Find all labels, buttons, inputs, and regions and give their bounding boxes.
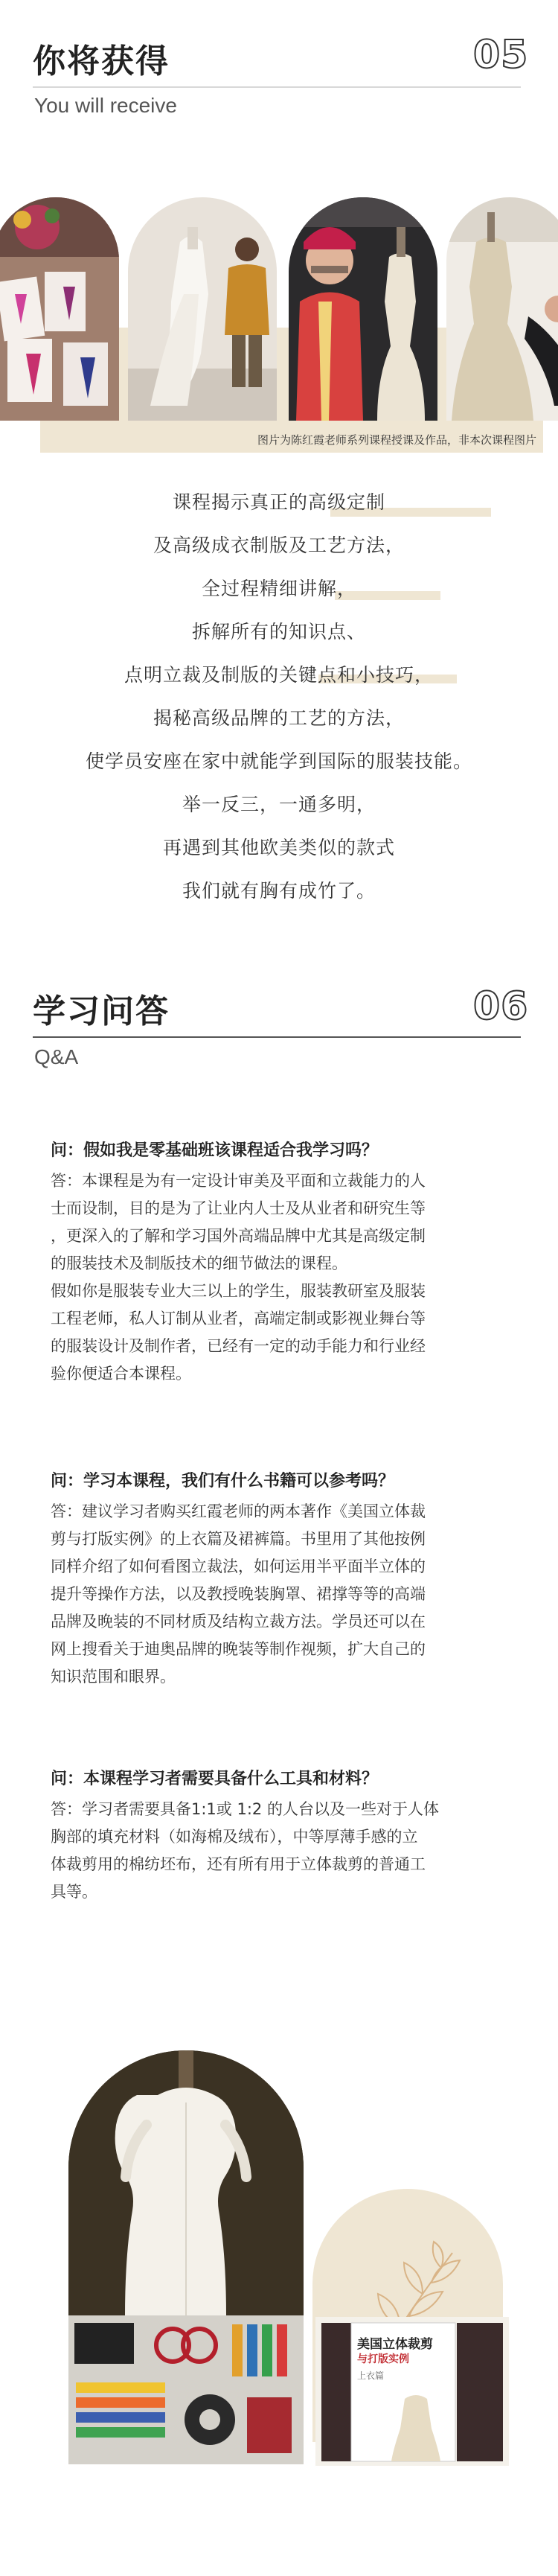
qa-question: 问：学习本课程，我们有什么书籍可以参考吗？: [51, 1472, 395, 1491]
receive-line: 举一反三，一通多明，: [182, 794, 376, 815]
qa-answer-line: ，更深入的了解和学习国外高端品牌中尤其是高级定制: [51, 1227, 426, 1245]
qa-answer-line: 网上搜看关于迪奥品牌的晚装等制作视频，扩大自己的: [51, 1640, 426, 1658]
qa-answer-line: 具等。: [51, 1883, 97, 1901]
receive-line: 及高级成衣制版及工艺方法，: [153, 535, 405, 556]
dress-form-photo: [68, 2050, 304, 2315]
qa-answer: [51, 1796, 506, 1906]
qa-answer-line: 答：建议学习者购买红霞老师的两本著作《美国立体裁: [51, 1502, 426, 1520]
receive-line: 点明立裁及制版的关键点和小技巧，: [124, 664, 434, 686]
qa-answer: [51, 1498, 506, 1691]
book-title-2: 与打版实例: [357, 2353, 409, 2365]
photo-fashion-sketches: [0, 197, 119, 421]
qa-answer-line: 工程老师，私人订制从业者，高端定制或影视业舞台等: [51, 1310, 426, 1327]
receive-line: 拆解所有的知识点、: [191, 621, 366, 643]
qa-answer-line: 的服装技术及制版技术的细节做法的课程。: [51, 1254, 347, 1272]
section-number: 05: [473, 33, 529, 77]
qa-question: 问：假如我是零基础班该课程适合我学习吗？: [51, 1141, 379, 1160]
divider: [33, 86, 521, 88]
qa-answer-line: 剪与打版实例》的上衣篇及裙裤篇。书里用了其他按例: [51, 1530, 426, 1548]
divider: [33, 1036, 521, 1038]
qa-answer-line: 体裁剪用的棉纺坯布，还有所有用于立体裁剪的普通工: [51, 1855, 426, 1873]
qa-question: 问：本课程学习者需要具备什么工具和材料？: [51, 1770, 379, 1788]
qa-item: [51, 1766, 506, 1906]
book-subtitle: 上衣篇: [357, 2371, 385, 2381]
sewing-tools-photo: [68, 2315, 304, 2464]
receive-line: 使学员安座在家中就能学到国际的服装技能。: [85, 750, 472, 772]
photo-draped-gown: [446, 197, 558, 421]
qa-answer-line: 验你便适合本课程。: [51, 1365, 191, 1383]
qa-answer-line: 同样介绍了如何看图立裁法，如何运用半平面半立体的: [51, 1558, 426, 1575]
photo-teacher-draping: [128, 197, 277, 421]
receive-line: 我们就有胸有成竹了。: [182, 880, 376, 902]
qa-answer-line: 的服装设计及制作者，已经有一定的动手能力和行业经: [51, 1337, 426, 1355]
book-title: 美国立体裁剪: [357, 2337, 433, 2352]
qa-answer-line: 假如你是服装专业大三以上的学生，服装教研室及服装: [51, 1282, 426, 1300]
section-title: 你将获得: [33, 42, 170, 80]
section-number: 06: [473, 984, 529, 1029]
section-subtitle: Q&A: [34, 1045, 79, 1068]
qa-answer-line: 提升等操作方法，以及教授晚装胸罩、裙撑等等的高端: [51, 1585, 426, 1603]
qa-answer-line: 士而设制，目的是为了让业内人士及从业者和研究生等: [51, 1199, 426, 1217]
qa-answer-line: 品牌及晚装的不同材质及结构立裁方法。学员还可以在: [51, 1613, 426, 1630]
qa-answer-line: 答：学习者需要具备1:1或 1:2 的人台以及一些对于人体: [51, 1800, 439, 1818]
qa-item: [51, 1138, 506, 1388]
section-title: 学习问答: [33, 992, 170, 1030]
qa-answer-line: 知识范围和眼界。: [51, 1668, 176, 1686]
photo-teacher-with-dress-form: [289, 197, 437, 421]
qa-answer: [51, 1167, 506, 1388]
qa-item: [51, 1468, 506, 1691]
qa-answer-line: 胸部的填充材料（如海棉及绒布），中等厚薄手感的立: [51, 1828, 418, 1846]
receive-line: 全过程精细讲解，: [201, 578, 356, 599]
receive-line: 课程揭示真正的高级定制: [172, 491, 385, 513]
qa-answer-line: 答：本课程是为有一定设计审美及平面和立裁能力的人: [51, 1172, 426, 1190]
receive-line: 揭秘高级品牌的工艺的方法，: [153, 707, 405, 729]
books-photo: [315, 2317, 509, 2466]
photo-caption: 图片为陈红霞老师系列课程授课及作品，非本次课程图片: [257, 433, 537, 447]
receive-line: 再遇到其他欧美类似的款式: [162, 837, 395, 858]
section-subtitle: You will receive: [34, 94, 177, 117]
